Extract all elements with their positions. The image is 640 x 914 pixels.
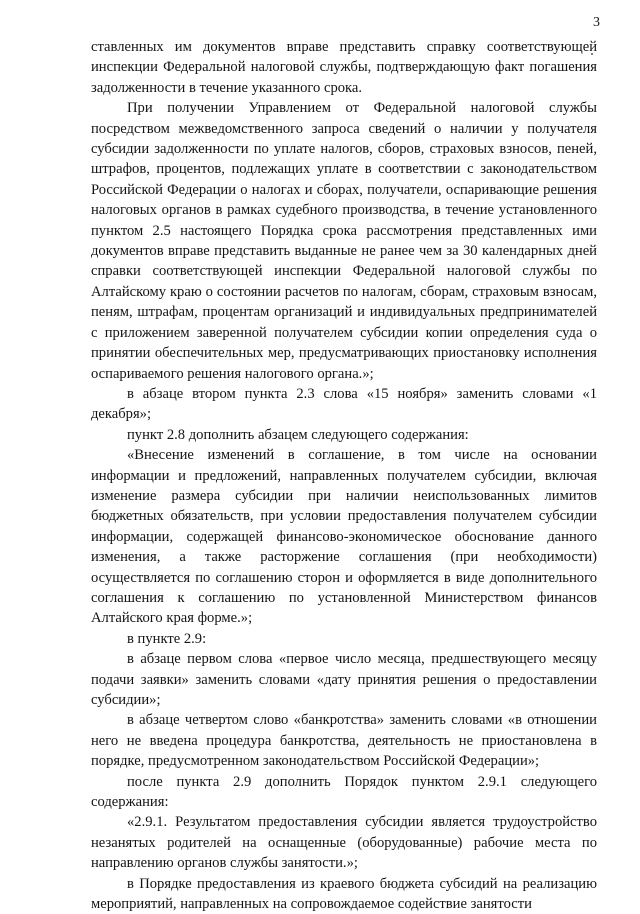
paragraph: «2.9.1. Результатом предоставления субсидии является трудоустройство незанятых родителей на оснащенные (оборудованные) рабочие места по направлению органов службы занятости.»;	[91, 814, 597, 872]
paragraph: в абзаце втором пункта 2.3 слова «15 ноября» заменить словами «1 декабря»;	[91, 385, 597, 423]
paragraph: в абзаце четвертом слово «банкротства» заменить словами «в отношении него не введена процедура банкротства, деятельность не приостановлена в порядке, предусмотренном законодательством Российской Федерации»;	[91, 712, 597, 770]
paragraph: в абзаце первом слова «первое число месяца, предшествующего месяцу подачи заявки» заменить словами «дату принятия решения о предоставлении субсидии»;	[91, 651, 597, 708]
paragraph: после пункта 2.9 дополнить Порядок пунктом 2.9.1 следующего содержания:	[91, 773, 597, 811]
paragraph: ставленных им документов вправе представить справку соответствующей инспекции Федеральной налоговой службы, подтверждающую факт погашения задолженности в течение указанного срока.	[91, 39, 597, 96]
paragraph: «Внесение изменений в соглашение, в том числе на основании информации и предложений, направленных получателем субсидии, включая изменение размера субсидии при наличии неиспользованных лимитов бюджетных обязательств, при условии предоставления получателем субсидии информации, содержащей финансово-экономическое обоснование данного изменения, а также расторжение соглашения (при необходимости) осуществляется по соглашению сторон и оформляется в виде дополнительного соглашения к соглашению по установленной Министерством финансов Алтайского края форме.»;	[91, 447, 597, 627]
paragraph: При получении Управлением от Федеральной налоговой службы посредством межведомственного запроса сведений о наличии у получателя субсидии задолженности по уплате налогов, сборов, страховых взносов, пеней, штрафов, процентов, подлежащих уплате в соответствии с законодательством Российской Федерации о налогах и сборах, получатели, оспаривающие решения налоговых органов в рамках судебного производства, в течение установленного пунктом 2.5 настоящего Порядка срока рассмотрения представленных ими документов вправе представить выданные не ранее чем за 30 календарных дней справки соответствующей инспекции Федеральной налоговой службы по Алтайскому краю о состоянии расчетов по налогам, сборам, страховым взносам, пеням, штрафам, процентам организаций и индивидуальных предпринимателей с приложением заверенной получателем субсидии копии определения суда о принятии обеспечительных мер, предусматривающих приостановку исполнения оспариваемого решения налогового органа.»;	[91, 100, 597, 382]
paragraph: пункт 2.8 дополнить абзацем следующего содержания:	[127, 426, 469, 443]
paragraph: в Порядке предоставления из краевого бюджета субсидий на реализацию мероприятий, направленных на сопровождаемое содействие занятости	[91, 875, 597, 913]
paragraph: в пункте 2.9:	[127, 630, 207, 647]
document-body	[91, 37, 597, 914]
page-number: 3	[593, 15, 600, 30]
